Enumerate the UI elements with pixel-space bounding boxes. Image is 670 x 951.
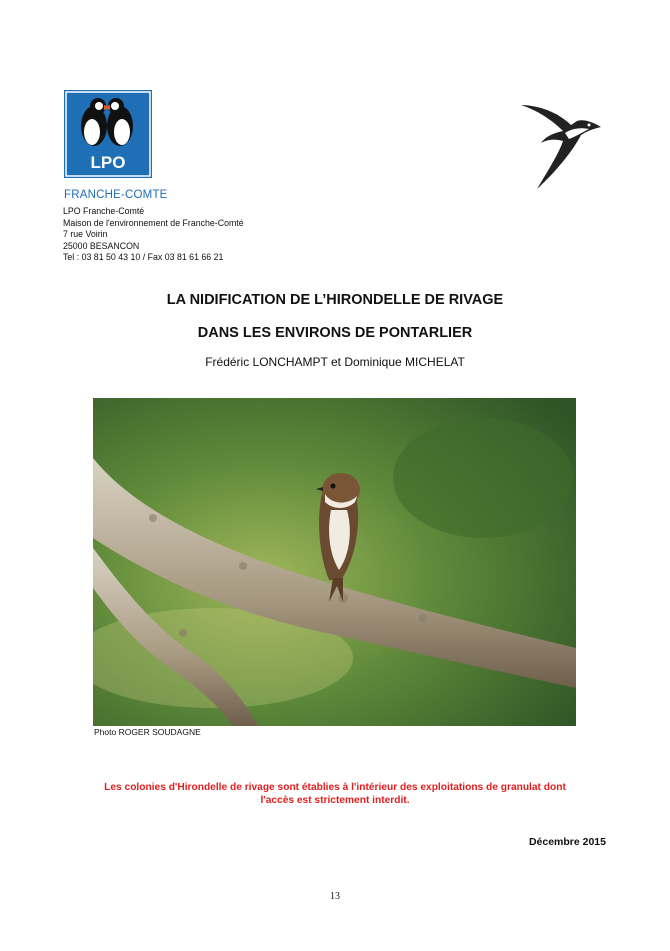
title-line-2: DANS LES ENVIRONS DE PONTARLIER	[197, 325, 473, 341]
page-number: 13	[330, 891, 340, 902]
title-line-1: LA NIDIFICATION DE L’HIRONDELLE DE RIVAGE	[166, 292, 504, 308]
address-line: 7 rue Voirin	[63, 229, 108, 239]
access-notice	[60, 781, 610, 807]
bird-photo	[93, 398, 576, 726]
access-notice-line-2: l'accès est strictement interdit.	[260, 795, 410, 806]
authors: Frédéric LONCHAMPT et Dominique MICHELAT	[205, 355, 465, 369]
address-line: LPO Franche-Comté	[63, 206, 145, 216]
logo-region-label: FRANCHE-COMTE	[64, 189, 168, 201]
photo-credit: Photo ROGER SOUDAGNE	[94, 727, 201, 737]
document-date: Décembre 2015	[528, 836, 606, 848]
swallow-illustration	[519, 99, 607, 193]
lpo-logo	[64, 90, 152, 178]
organization-address	[63, 206, 244, 264]
address-line: Tel : 03 81 50 43 10 / Fax 03 81 61 66 21	[63, 252, 224, 262]
logo-text: LPO	[90, 153, 126, 172]
access-notice-line-1: Les colonies d'Hirondelle de rivage sont établies à l'intérieur des exploitations de granulat dont	[104, 782, 566, 793]
address-line: 25000 BESANCON	[63, 240, 140, 251]
address-line: Maison de l'environnement de Franche-Comté	[63, 217, 244, 228]
